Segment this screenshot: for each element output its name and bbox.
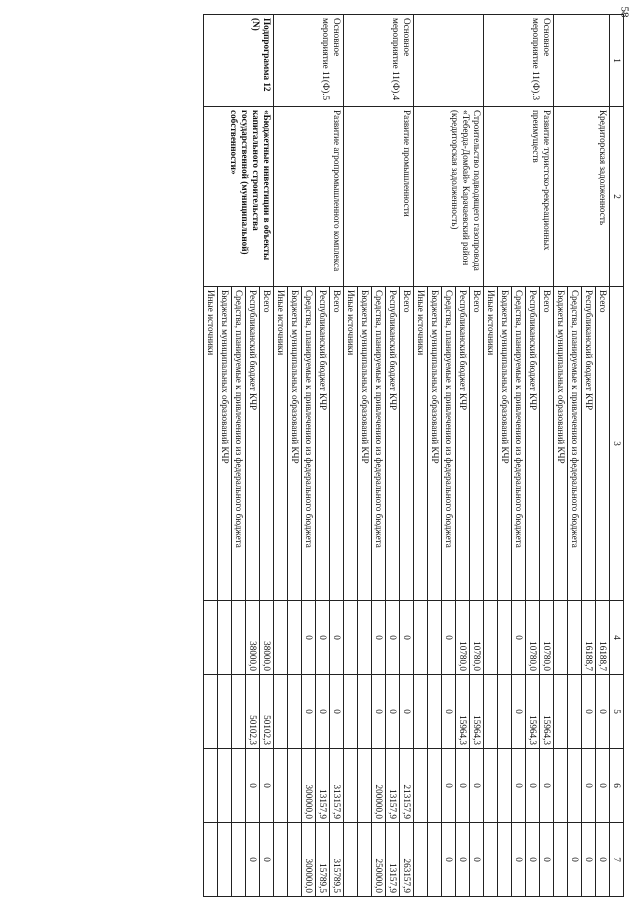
- funding-source-cell: Республиканский бюджет КЧР: [386, 287, 400, 601]
- value-cell: 13157,9: [316, 749, 330, 823]
- value-cell: [414, 675, 428, 749]
- value-cell: 10780,0: [470, 601, 484, 675]
- value-cell: 0: [400, 675, 414, 749]
- funding-source-cell: Иные источники: [274, 287, 288, 601]
- activity-name-cell: Развитие агропромышленного комплекса: [274, 107, 344, 287]
- funding-source-cell: Бюджеты муниципальных образований КЧР: [358, 287, 372, 601]
- value-cell: [554, 601, 568, 675]
- value-cell: [218, 601, 232, 675]
- value-cell: 0: [456, 749, 470, 823]
- value-cell: [344, 823, 358, 897]
- value-cell: [484, 749, 498, 823]
- funding-source-cell: Средства, планируемые к привлечению из федерального бюджета: [568, 287, 582, 601]
- value-cell: [358, 601, 372, 675]
- value-cell: 0: [512, 601, 526, 675]
- value-cell: 0: [386, 601, 400, 675]
- activity-code-cell: Подпрограмма 12 (N): [204, 15, 274, 107]
- value-cell: [568, 601, 582, 675]
- value-cell: 38000,0: [246, 601, 260, 675]
- table-row: [260, 15, 274, 897]
- value-cell: [274, 749, 288, 823]
- value-cell: [568, 675, 582, 749]
- value-cell: [414, 823, 428, 897]
- activity-code-cell: Основное мероприятие 11(Ф).5: [274, 15, 344, 107]
- value-cell: 315789,5: [330, 823, 344, 897]
- value-cell: 0: [596, 823, 610, 897]
- value-cell: 0: [302, 675, 316, 749]
- value-cell: 15964,3: [540, 675, 554, 749]
- value-cell: [498, 601, 512, 675]
- value-cell: 0: [442, 823, 456, 897]
- value-cell: 0: [302, 601, 316, 675]
- funding-source-cell: Средства, планируемые к привлечению из федерального бюджета: [302, 287, 316, 601]
- value-cell: 313157,9: [330, 749, 344, 823]
- value-cell: [498, 749, 512, 823]
- value-cell: 0: [442, 749, 456, 823]
- table-row: [330, 15, 344, 897]
- funding-source-cell: Иные источники: [204, 287, 218, 601]
- activity-name-cell: Развитие промышленности: [344, 107, 414, 287]
- table-row: [540, 15, 554, 897]
- value-cell: 0: [582, 823, 596, 897]
- value-cell: 38000,0: [260, 601, 274, 675]
- value-cell: 13157,9: [386, 823, 400, 897]
- value-cell: [414, 601, 428, 675]
- funding-source-cell: Всего: [260, 287, 274, 601]
- value-cell: 0: [246, 823, 260, 897]
- funding-source-cell: Республиканский бюджет КЧР: [456, 287, 470, 601]
- activity-name-cell: Развитие туристско-рекреационных преимуществ: [484, 107, 554, 287]
- header-cell: 1: [610, 15, 624, 107]
- value-cell: [428, 749, 442, 823]
- value-cell: [554, 823, 568, 897]
- funding-source-cell: Средства, планируемые к привлечению из федерального бюджета: [372, 287, 386, 601]
- rotated-page: [12, 14, 624, 896]
- value-cell: [568, 749, 582, 823]
- header-cell: 4: [610, 601, 624, 675]
- funding-source-cell: Республиканский бюджет КЧР: [582, 287, 596, 601]
- value-cell: 0: [260, 749, 274, 823]
- value-cell: [204, 601, 218, 675]
- value-cell: 50102,3: [260, 675, 274, 749]
- value-cell: 0: [386, 675, 400, 749]
- funding-source-cell: Всего: [330, 287, 344, 601]
- value-cell: 50102,3: [246, 675, 260, 749]
- header-cell: 2: [610, 107, 624, 287]
- value-cell: 0: [442, 675, 456, 749]
- value-cell: 0: [442, 601, 456, 675]
- value-cell: 15964,3: [470, 675, 484, 749]
- value-cell: 15964,3: [526, 675, 540, 749]
- funding-source-cell: Всего: [540, 287, 554, 601]
- value-cell: 0: [596, 749, 610, 823]
- value-cell: [204, 749, 218, 823]
- value-cell: 0: [246, 749, 260, 823]
- table-row: [596, 15, 610, 897]
- header-cell: 3: [610, 287, 624, 601]
- header-cell: 5: [610, 675, 624, 749]
- value-cell: 0: [526, 823, 540, 897]
- value-cell: 200000,0: [372, 749, 386, 823]
- value-cell: 0: [400, 601, 414, 675]
- activity-name-cell: Строительство подводящего газопровода «Теберда-Домбай» Карачаевский район (кредиторская задолженность): [414, 107, 484, 287]
- value-cell: 0: [470, 749, 484, 823]
- value-cell: [274, 823, 288, 897]
- activity-code-cell: [554, 15, 610, 107]
- value-cell: 13157,9: [386, 749, 400, 823]
- value-cell: [414, 749, 428, 823]
- value-cell: [498, 675, 512, 749]
- table-row: [400, 15, 414, 897]
- funding-source-cell: Средства, планируемые к привлечению из федерального бюджета: [512, 287, 526, 601]
- value-cell: [204, 675, 218, 749]
- value-cell: [232, 823, 246, 897]
- value-cell: 0: [526, 749, 540, 823]
- header-cell: 6: [610, 749, 624, 823]
- funding-source-cell: Республиканский бюджет КЧР: [316, 287, 330, 601]
- value-cell: [428, 675, 442, 749]
- funding-source-cell: Бюджеты муниципальных образований КЧР: [288, 287, 302, 601]
- value-cell: 0: [330, 675, 344, 749]
- activity-name-cell: «Бюджетные инвестиции в объекты капитального строительства государственной (муниципальной) собственности»: [204, 107, 274, 287]
- value-cell: 0: [512, 675, 526, 749]
- header-row: [610, 15, 624, 897]
- funding-source-cell: Иные источники: [484, 287, 498, 601]
- header-cell: 7: [610, 823, 624, 897]
- value-cell: 10780,0: [456, 601, 470, 675]
- value-cell: 0: [582, 749, 596, 823]
- value-cell: 0: [330, 601, 344, 675]
- value-cell: [344, 749, 358, 823]
- page-number: 58: [618, 6, 631, 18]
- value-cell: 300000,0: [302, 749, 316, 823]
- value-cell: [274, 675, 288, 749]
- value-cell: [428, 601, 442, 675]
- value-cell: 0: [372, 675, 386, 749]
- funding-source-cell: Всего: [470, 287, 484, 601]
- value-cell: 300000,0: [302, 823, 316, 897]
- value-cell: [344, 675, 358, 749]
- value-cell: 250000,0: [372, 823, 386, 897]
- value-cell: [232, 601, 246, 675]
- value-cell: [484, 823, 498, 897]
- value-cell: [218, 675, 232, 749]
- value-cell: [288, 749, 302, 823]
- value-cell: [498, 823, 512, 897]
- value-cell: 213157,9: [400, 749, 414, 823]
- value-cell: 0: [540, 823, 554, 897]
- budget-table: [203, 14, 624, 897]
- funding-source-cell: Иные источники: [414, 287, 428, 601]
- value-cell: 0: [596, 675, 610, 749]
- value-cell: 0: [512, 749, 526, 823]
- funding-source-cell: Бюджеты муниципальных образований КЧР: [554, 287, 568, 601]
- funding-source-cell: Иные источники: [344, 287, 358, 601]
- value-cell: [484, 675, 498, 749]
- value-cell: 263157,9: [400, 823, 414, 897]
- activity-name-cell: Кредиторская задолженность: [554, 107, 610, 287]
- funding-source-cell: Республиканский бюджет КЧР: [246, 287, 260, 601]
- value-cell: 0: [372, 601, 386, 675]
- value-cell: [358, 749, 372, 823]
- value-cell: 10780,0: [526, 601, 540, 675]
- value-cell: 0: [316, 675, 330, 749]
- value-cell: 0: [540, 749, 554, 823]
- activity-code-cell: [414, 15, 484, 107]
- value-cell: 16188,7: [582, 601, 596, 675]
- value-cell: 0: [470, 823, 484, 897]
- value-cell: [218, 823, 232, 897]
- value-cell: 16188,7: [596, 601, 610, 675]
- value-cell: [218, 749, 232, 823]
- value-cell: [204, 823, 218, 897]
- funding-source-cell: Бюджеты муниципальных образований КЧР: [498, 287, 512, 601]
- value-cell: [484, 601, 498, 675]
- value-cell: [274, 601, 288, 675]
- value-cell: 0: [582, 675, 596, 749]
- value-cell: [232, 749, 246, 823]
- value-cell: [288, 675, 302, 749]
- value-cell: [554, 749, 568, 823]
- activity-code-cell: Основное мероприятие 11(Ф).3: [484, 15, 554, 107]
- funding-source-cell: Бюджеты муниципальных образований КЧР: [428, 287, 442, 601]
- value-cell: [288, 823, 302, 897]
- value-cell: 0: [512, 823, 526, 897]
- value-cell: 10780,0: [540, 601, 554, 675]
- value-cell: 15964,3: [456, 675, 470, 749]
- value-cell: [288, 601, 302, 675]
- funding-source-cell: Бюджеты муниципальных образований КЧР: [218, 287, 232, 601]
- activity-code-cell: Основное мероприятие 11(Ф).4: [344, 15, 414, 107]
- value-cell: 0: [568, 823, 582, 897]
- value-cell: 0: [456, 823, 470, 897]
- value-cell: [232, 675, 246, 749]
- table-row: [470, 15, 484, 897]
- value-cell: [428, 823, 442, 897]
- funding-source-cell: Средства, планируемые к привлечению из федерального бюджета: [232, 287, 246, 601]
- value-cell: [554, 675, 568, 749]
- funding-source-cell: Средства, планируемые к привлечению из федерального бюджета: [442, 287, 456, 601]
- funding-source-cell: Всего: [596, 287, 610, 601]
- value-cell: 0: [260, 823, 274, 897]
- value-cell: [358, 823, 372, 897]
- value-cell: 15789,5: [316, 823, 330, 897]
- funding-source-cell: Всего: [400, 287, 414, 601]
- value-cell: [358, 675, 372, 749]
- funding-source-cell: Республиканский бюджет КЧР: [526, 287, 540, 601]
- value-cell: [344, 601, 358, 675]
- value-cell: 0: [316, 601, 330, 675]
